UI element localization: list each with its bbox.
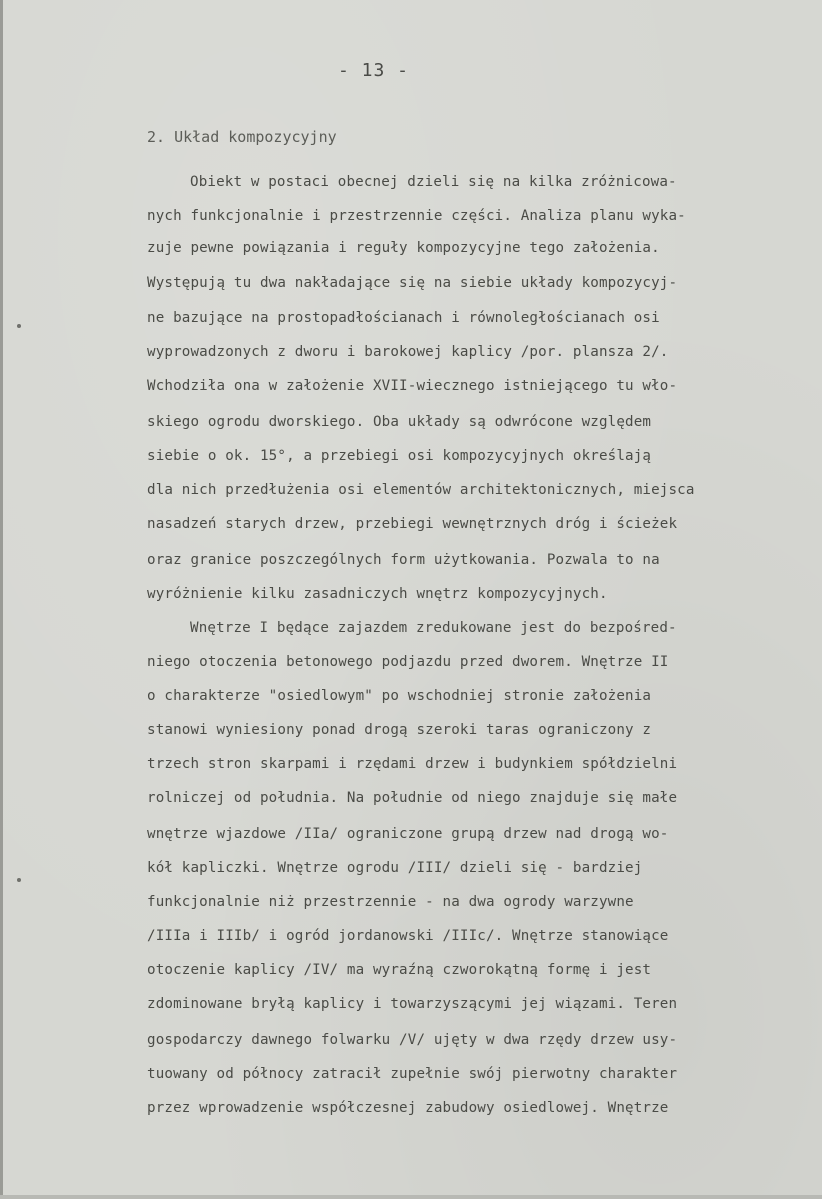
punch-hole-mark — [17, 324, 21, 328]
body-line: wyprowadzonych z dworu i barokowej kaplicy /por. plansza 2/. — [147, 344, 669, 360]
body-line: kół kapliczki. Wnętrze ogrodu /III/ dzieli się - bardziej — [147, 860, 643, 876]
body-line: nych funkcjonalnie i przestrzennie części. Analiza planu wyka- — [147, 208, 686, 224]
body-line: skiego ogrodu dworskiego. Oba układy są odwrócone względem — [147, 414, 652, 430]
section-heading: 2. Układ kompozycyjny — [147, 128, 337, 146]
page-bottom-edge — [0, 1195, 822, 1199]
body-line: rolniczej od południa. Na południe od niego znajduje się małe — [147, 790, 678, 806]
page-left-edge — [0, 0, 3, 1199]
body-line: niego otoczenia betonowego podjazdu przed dworem. Wnętrze II — [147, 654, 669, 670]
body-line: wyróżnienie kilku zasadniczych wnętrz kompozycyjnych. — [147, 586, 608, 602]
body-line: przez wprowadzenie współczesnej zabudowy osiedlowej. Wnętrze — [147, 1100, 669, 1116]
page-number: - 13 - — [338, 60, 410, 81]
body-line: dla nich przedłużenia osi elementów architektonicznych, miejsca — [147, 482, 695, 498]
body-line: wnętrze wjazdowe /IIa/ ograniczone grupą drzew nad drogą wo- — [147, 826, 669, 842]
body-line: zuje pewne powiązania i reguły kompozycyjne tego założenia. — [147, 240, 660, 256]
body-line: otoczenie kaplicy /IV/ ma wyraźną czworokątną formę i jest — [147, 962, 652, 978]
body-line: /IIIa i IIIb/ i ogród jordanowski /IIIc/. Wnętrze stanowiące — [147, 928, 669, 944]
body-line: Wchodziła ona w założenie XVII-wiecznego istniejącego tu wło- — [147, 378, 678, 394]
punch-hole-mark — [17, 878, 21, 882]
body-line: Występują tu dwa nakładające się na siebie układy kompozycyj- — [147, 275, 678, 291]
body-line: siebie o ok. 15°, a przebiegi osi kompozycyjnych określają — [147, 448, 652, 464]
body-line: zdominowane bryłą kaplicy i towarzyszącymi jej wiązami. Teren — [147, 996, 678, 1012]
body-line: gospodarczy dawnego folwarku /V/ ujęty w dwa rzędy drzew usy- — [147, 1032, 678, 1048]
body-line: nasadzeń starych drzew, przebiegi wewnętrznych dróg i ścieżek — [147, 516, 678, 532]
body-line: funkcjonalnie niż przestrzennie - na dwa ogrody warzywne — [147, 894, 634, 910]
body-line: ne bazujące na prostopadłościanach i równoległościanach osi — [147, 310, 660, 326]
body-line: trzech stron skarpami i rzędami drzew i budynkiem spółdzielni — [147, 756, 678, 772]
body-line: stanowi wyniesiony ponad drogą szeroki taras ograniczony z — [147, 722, 652, 738]
body-line: o charakterze "osiedlowym" po wschodniej stronie założenia — [147, 688, 652, 704]
body-line: Obiekt w postaci obecnej dzieli się na kilka zróżnicowa- — [190, 174, 677, 190]
body-line: tuowany od północy zatracił zupełnie swój pierwotny charakter — [147, 1066, 678, 1082]
body-line: Wnętrze I będące zajazdem zredukowane jest do bezpośred- — [190, 620, 677, 636]
body-line: oraz granice poszczególnych form użytkowania. Pozwala to na — [147, 552, 660, 568]
